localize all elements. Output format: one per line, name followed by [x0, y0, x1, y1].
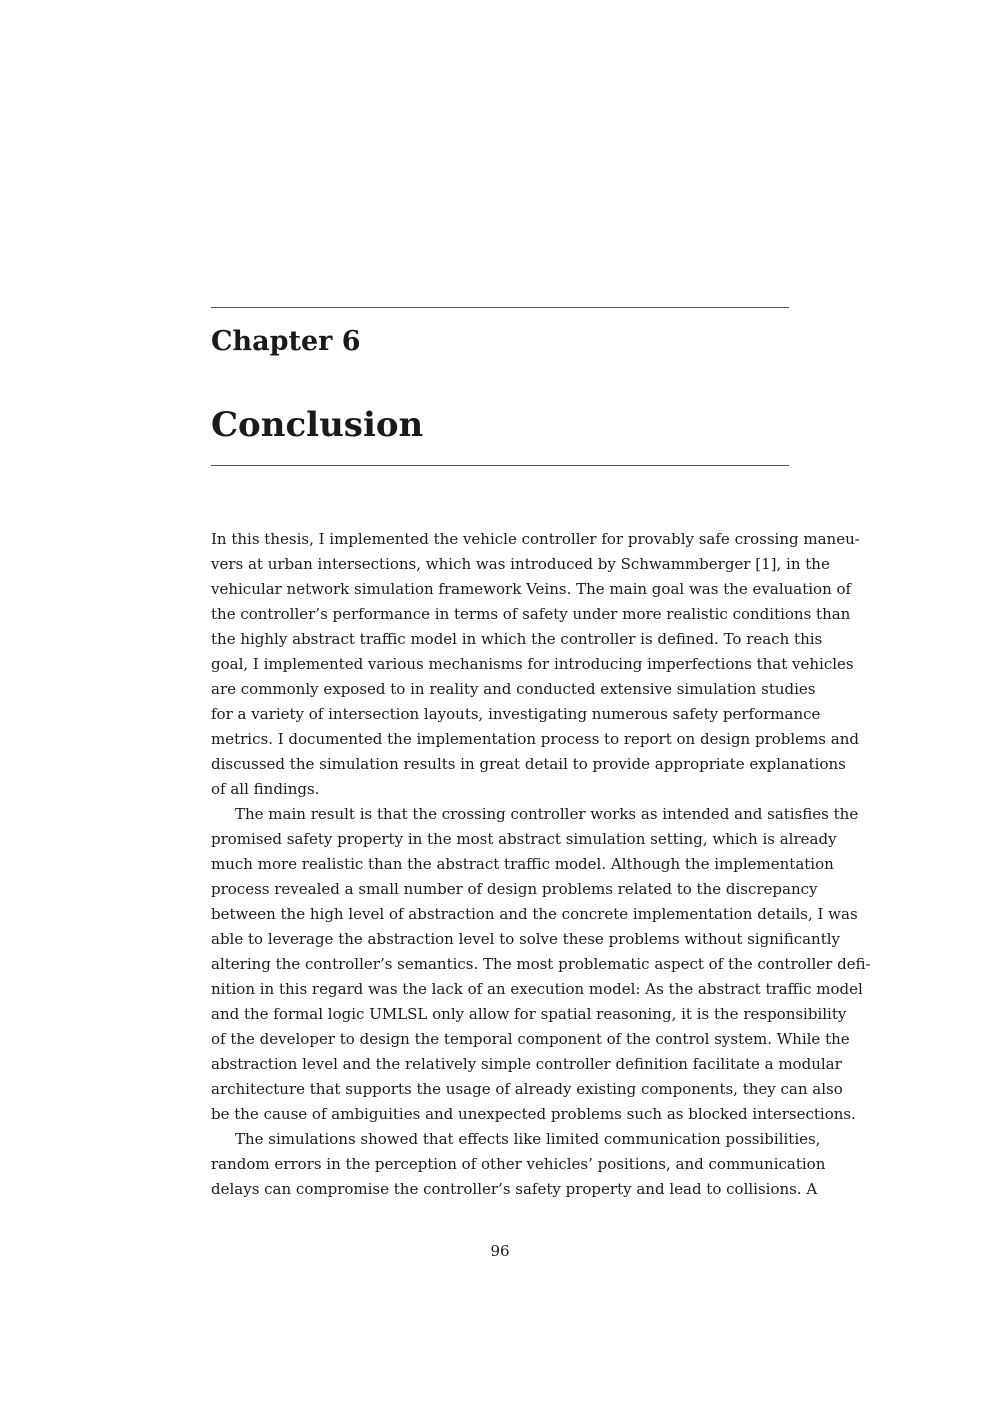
- text-line: metrics. I documented the implementation process to report on design problems and: [211, 730, 859, 748]
- text-line: much more realistic than the abstract traffic model. Although the implementation: [211, 855, 834, 873]
- chapter-label: Chapter 6: [211, 326, 361, 357]
- text-line: and the formal logic UMLSL only allow for spatial reasoning, it is the responsibility: [211, 1005, 847, 1023]
- chapter-body: [211, 527, 871, 1202]
- text-line: able to leverage the abstraction level to solve these problems without significantly: [211, 930, 841, 948]
- text-line: the highly abstract traffic model in which the controller is defined. To reach this: [211, 630, 823, 648]
- text-line: of all findings.: [211, 780, 320, 798]
- text-line: between the high level of abstraction and the concrete implementation details, I was: [211, 905, 858, 923]
- text-line: promised safety property in the most abstract simulation setting, which is already: [211, 830, 837, 848]
- text-line: the controller’s performance in terms of safety under more realistic conditions than: [211, 605, 851, 623]
- text-line: nition in this regard was the lack of an execution model: As the abstract traffic model: [211, 980, 863, 998]
- text-line: The main result is that the crossing controller works as intended and satisfies the: [235, 805, 859, 823]
- paragraph: [211, 802, 871, 1127]
- chapter-top-rule: [211, 307, 789, 308]
- chapter-bottom-rule: [211, 465, 789, 466]
- text-line: vers at urban intersections, which was introduced by Schwammberger [1], in the: [211, 555, 830, 573]
- text-line: vehicular network simulation framework Veins. The main goal was the evaluation of: [211, 580, 852, 598]
- text-line: The simulations showed that effects like limited communication possibilities,: [235, 1130, 821, 1148]
- text-line: architecture that supports the usage of already existing components, they can also: [211, 1080, 843, 1098]
- paragraph: [211, 1127, 826, 1202]
- text-line: of the developer to design the temporal component of the control system. While the: [211, 1030, 850, 1048]
- chapter-title: Conclusion: [211, 405, 424, 445]
- text-line: altering the controller’s semantics. The most problematic aspect of the controller defi-: [211, 955, 871, 973]
- text-line: for a variety of intersection layouts, investigating numerous safety performance: [211, 705, 821, 723]
- paragraph: [211, 527, 860, 802]
- text-line: abstraction level and the relatively simple controller definition facilitate a modular: [211, 1055, 842, 1073]
- text-line: delays can compromise the controller’s safety property and lead to collisions. A: [211, 1180, 818, 1198]
- text-line: are commonly exposed to in reality and conducted extensive simulation studies: [211, 680, 816, 698]
- page-number: 96: [490, 1242, 510, 1260]
- text-line: discussed the simulation results in great detail to provide appropriate explanations: [211, 755, 846, 773]
- text-line: process revealed a small number of design problems related to the discrepancy: [211, 880, 818, 898]
- text-line: be the cause of ambiguities and unexpected problems such as blocked intersections.: [211, 1105, 856, 1123]
- text-line: goal, I implemented various mechanisms for introducing imperfections that vehicles: [211, 655, 854, 673]
- text-line: In this thesis, I implemented the vehicle controller for provably safe crossing maneu-: [211, 530, 860, 548]
- text-line: random errors in the perception of other vehicles’ positions, and communication: [211, 1155, 826, 1173]
